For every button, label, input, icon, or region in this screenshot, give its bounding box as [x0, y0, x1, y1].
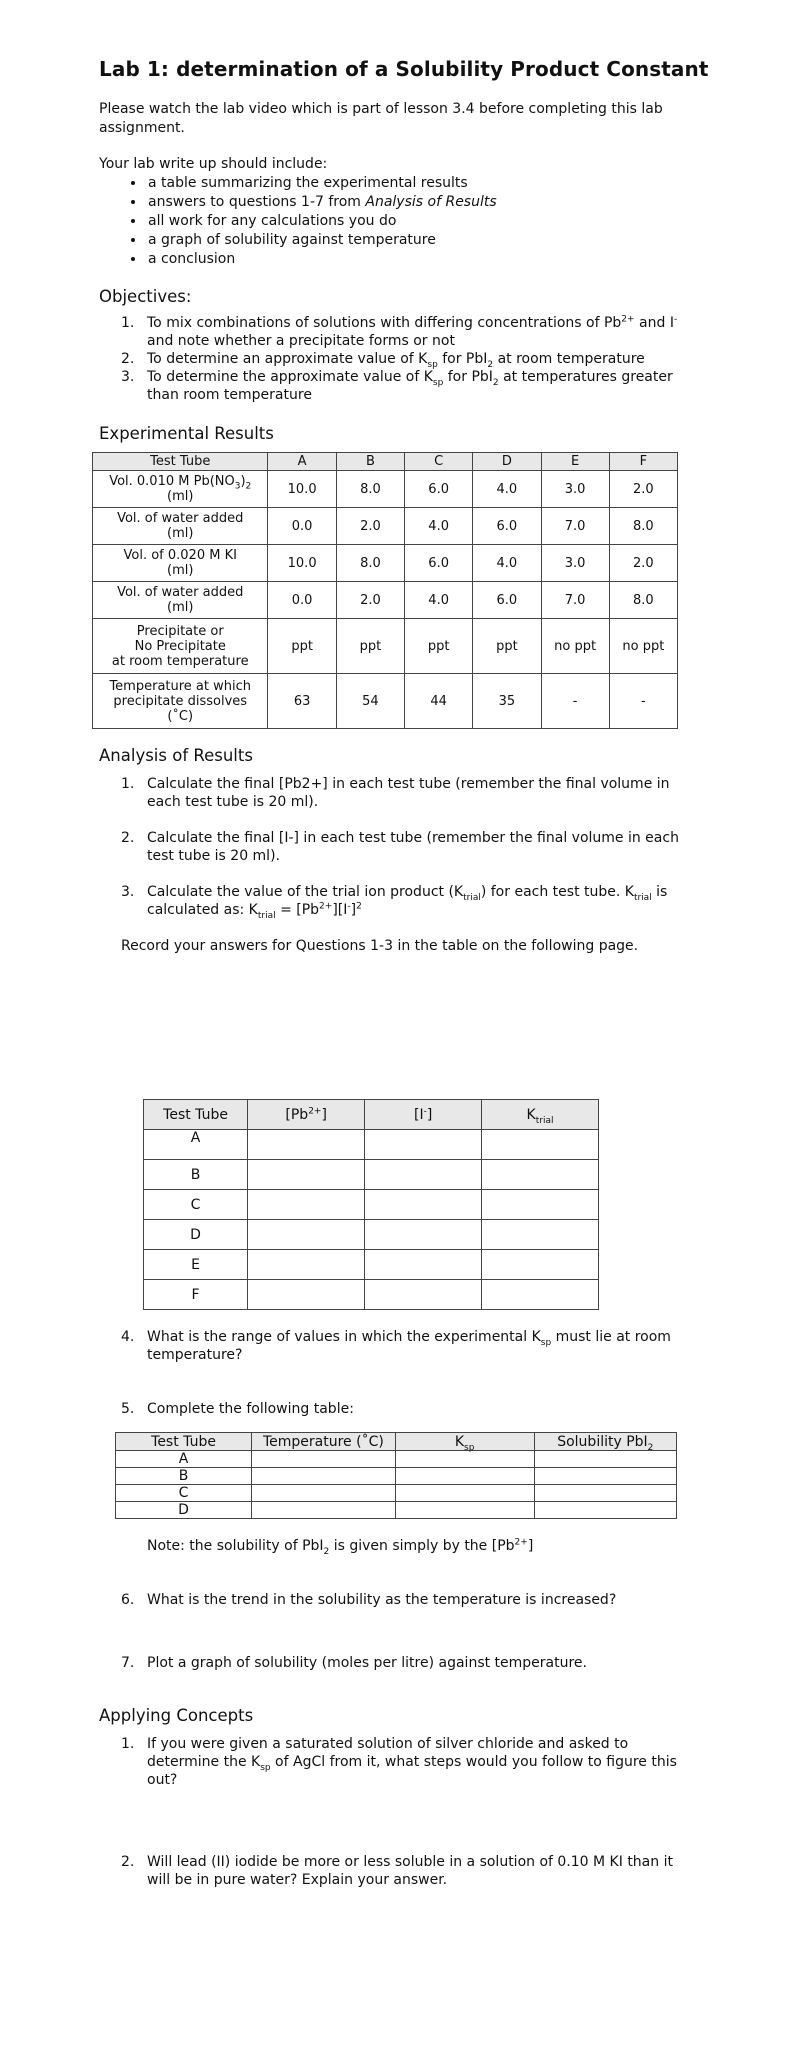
row-label: Vol. of 0.020 M KI (ml)	[93, 545, 268, 582]
list-item: 3. To determine the approximate value of $K_{sp}$ for PbI$_2$ at temperatures greater than room temperature	[121, 369, 673, 403]
table-cell: 2.0	[609, 471, 677, 508]
list-item: 4. What is the range of values in which the experimental $K_{sp}$ must lie at room temperature?	[121, 1329, 671, 1363]
table-row	[93, 508, 678, 545]
intro-paragraph: Please watch the lab video which is part of lesson 3.4 before completing this lab assignment.	[99, 101, 663, 136]
list-item: 3. Calculate the value of the trial ion product $(K_{trial})$ for each test tube. $K_{trial}$ is calculated as: $K_{trial} = [Pb^{2+}][I^-]^2$	[121, 884, 668, 921]
table-cell: 8.0	[336, 545, 404, 582]
table-cell[interactable]	[252, 1485, 396, 1502]
list-item: 1. To mix combinations of solutions with differing concentrations of $Pb^{2+}$ and I- and note whether a precipitate forms or not	[121, 314, 678, 349]
table-cell[interactable]	[248, 1280, 365, 1310]
table-cell: ppt	[473, 619, 541, 674]
table-cell: ppt	[405, 619, 473, 674]
question-6-list	[121, 1591, 691, 1609]
solubility-table	[115, 1432, 677, 1519]
question-7-list	[121, 1654, 691, 1672]
column-header: Solubility PbI$_2$	[534, 1433, 676, 1451]
table-cell: F	[144, 1280, 248, 1310]
table-cell[interactable]	[252, 1468, 396, 1485]
analysis-list-2	[121, 829, 691, 865]
table-cell[interactable]	[482, 1130, 599, 1160]
list-item: 1. Calculate the final [Pb2+] in each test tube (remember the final volume in each test tube is 20 ml).	[121, 776, 670, 810]
table-cell[interactable]	[248, 1160, 365, 1190]
table-row	[116, 1451, 677, 1468]
table-cell[interactable]	[365, 1220, 482, 1250]
list-item: • answers to questions 1-7 from Analysis of Results	[146, 193, 497, 212]
table-cell: 0.0	[268, 508, 336, 545]
analysis-list-3	[121, 883, 691, 919]
table-cell: 2.0	[336, 508, 404, 545]
experimental-results-table	[92, 452, 678, 729]
table-row	[144, 1160, 599, 1190]
column-header: Test Tube	[144, 1100, 248, 1130]
table-cell: 4.0	[405, 582, 473, 619]
table-cell: C	[116, 1485, 252, 1502]
row-label: Vol. of water added (ml)	[93, 582, 268, 619]
analysis-list-1	[121, 775, 691, 811]
list-item: • a table summarizing the experimental results	[146, 174, 497, 193]
table-cell: 4.0	[405, 508, 473, 545]
table-cell[interactable]	[252, 1451, 396, 1468]
writeup-lead: Your lab write up should include:	[99, 156, 328, 172]
table-cell: 8.0	[609, 508, 677, 545]
table-cell: 7.0	[541, 582, 609, 619]
table-cell[interactable]	[534, 1468, 676, 1485]
table-cell: 6.0	[405, 471, 473, 508]
table-cell: 8.0	[609, 582, 677, 619]
writeup-list	[99, 174, 497, 269]
column-header: C	[405, 453, 473, 471]
column-header: Test Tube	[93, 453, 268, 471]
table-row	[116, 1502, 677, 1519]
table-cell[interactable]	[482, 1160, 599, 1190]
row-label: Temperature at which precipitate dissolves (˚C)	[93, 674, 268, 729]
table-cell[interactable]	[365, 1160, 482, 1190]
table-cell: 35	[473, 674, 541, 729]
table-row	[144, 1190, 599, 1220]
list-item: • a graph of solubility against temperature	[146, 231, 497, 250]
row-label: Vol. 0.010 M $Pb(NO_3)_2$ (ml)	[93, 471, 268, 508]
question-5-list	[121, 1400, 691, 1418]
table-cell: C	[144, 1190, 248, 1220]
table-cell[interactable]	[248, 1130, 365, 1160]
table-cell[interactable]	[365, 1250, 482, 1280]
table-cell[interactable]	[365, 1280, 482, 1310]
row-label: Vol. of water added (ml)	[93, 508, 268, 545]
column-header: F	[609, 453, 677, 471]
column-header: $K_{trial}$	[482, 1100, 599, 1130]
table-cell: E	[144, 1250, 248, 1280]
record-note: Record your answers for Questions 1-3 in the table on the following page.	[121, 938, 639, 954]
table-cell: A	[144, 1130, 248, 1160]
table-cell: A	[116, 1451, 252, 1468]
column-header: B	[336, 453, 404, 471]
table-cell: -	[609, 674, 677, 729]
column-header: Temperature (˚C)	[252, 1433, 396, 1451]
experimental-heading: Experimental Results	[99, 424, 274, 443]
list-item: 2. Calculate the final [I-] in each test tube (remember the final volume in each test tube is 20 ml).	[121, 830, 679, 864]
table-cell[interactable]	[395, 1502, 534, 1519]
table-cell[interactable]	[482, 1280, 599, 1310]
table-cell: ppt	[336, 619, 404, 674]
analysis-heading: Analysis of Results	[99, 746, 253, 765]
applying-list-1	[121, 1735, 691, 1789]
table-cell: no ppt	[541, 619, 609, 674]
table-cell: 8.0	[336, 471, 404, 508]
page-title: Lab 1: determination of a Solubility Product Constant	[99, 57, 709, 81]
table-row	[116, 1485, 677, 1502]
table-cell: 54	[336, 674, 404, 729]
table-cell[interactable]	[365, 1130, 482, 1160]
table-cell[interactable]	[482, 1220, 599, 1250]
table-cell: 10.0	[268, 545, 336, 582]
solubility-note: Note: the solubility of PbI$_2$ is given simply by the $[Pb^{2+}]$	[147, 1537, 534, 1557]
table-cell[interactable]	[365, 1190, 482, 1220]
column-header: A	[268, 453, 336, 471]
table-cell[interactable]	[395, 1451, 534, 1468]
table-cell: 4.0	[473, 545, 541, 582]
table-cell[interactable]	[395, 1468, 534, 1485]
table-row	[93, 545, 678, 582]
table-cell: 4.0	[473, 471, 541, 508]
column-header: D	[473, 453, 541, 471]
list-item: 5. Complete the following table:	[121, 1401, 354, 1417]
table-cell: -	[541, 674, 609, 729]
table-cell: 3.0	[541, 471, 609, 508]
table-row	[144, 1280, 599, 1310]
table-cell[interactable]	[248, 1190, 365, 1220]
list-item: 6. What is the trend in the solubility as the temperature is increased?	[121, 1592, 617, 1608]
column-header: E	[541, 453, 609, 471]
table-cell: 0.0	[268, 582, 336, 619]
table-cell: 3.0	[541, 545, 609, 582]
list-item: 2. To determine an approximate value of $K_{sp}$ for PbI$_2$ at room temperature	[121, 351, 645, 370]
table-cell: no ppt	[609, 619, 677, 674]
table-row	[93, 471, 678, 508]
table-cell: 7.0	[541, 508, 609, 545]
table-cell: 6.0	[473, 582, 541, 619]
column-header: $K_{sp}$	[395, 1433, 534, 1451]
table-cell: 2.0	[609, 545, 677, 582]
objectives-list	[121, 314, 691, 404]
ion-product-table	[143, 1099, 599, 1310]
table-row	[93, 582, 678, 619]
applying-heading: Applying Concepts	[99, 1706, 254, 1725]
column-header: [I-]	[365, 1100, 482, 1130]
table-cell: 10.0	[268, 471, 336, 508]
column-header: Test Tube	[116, 1433, 252, 1451]
table-cell[interactable]	[482, 1190, 599, 1220]
list-item: 7. Plot a graph of solubility (moles per litre) against temperature.	[121, 1655, 587, 1671]
table-cell: 44	[405, 674, 473, 729]
table-cell[interactable]	[534, 1485, 676, 1502]
table-cell: D	[116, 1502, 252, 1519]
list-item: • a conclusion	[146, 250, 497, 269]
table-cell: 2.0	[336, 582, 404, 619]
objectives-heading: Objectives:	[99, 287, 192, 306]
table-row	[93, 674, 678, 729]
applying-list-2	[121, 1853, 691, 1889]
table-cell[interactable]	[482, 1250, 599, 1280]
table-cell[interactable]	[534, 1451, 676, 1468]
table-row	[144, 1130, 599, 1160]
table-cell: ppt	[268, 619, 336, 674]
table-cell: D	[144, 1220, 248, 1250]
list-item: 1. If you were given a saturated solution of silver chloride and asked to determine the $K_{sp}$ of AgCl from it, what steps would you follow to figure this out?	[121, 1736, 677, 1788]
table-cell[interactable]	[248, 1250, 365, 1280]
table-row	[116, 1468, 677, 1485]
column-header: $[Pb^{2+}]$	[248, 1100, 365, 1130]
question-4-list	[121, 1328, 691, 1364]
table-cell[interactable]	[248, 1220, 365, 1250]
table-cell: B	[144, 1160, 248, 1190]
table-row	[93, 619, 678, 674]
table-cell[interactable]	[252, 1502, 396, 1519]
table-cell: 63	[268, 674, 336, 729]
table-cell: 6.0	[405, 545, 473, 582]
table-row	[144, 1220, 599, 1250]
table-cell: 6.0	[473, 508, 541, 545]
list-item: • all work for any calculations you do	[146, 212, 497, 231]
list-item: 2. Will lead (II) iodide be more or less soluble in a solution of 0.10 M KI than it will be in pure water? Explain your answer.	[121, 1854, 673, 1888]
row-label: Precipitate or No Precipitate at room temperature	[93, 619, 268, 674]
table-row	[144, 1250, 599, 1280]
table-cell[interactable]	[395, 1485, 534, 1502]
table-cell: B	[116, 1468, 252, 1485]
table-cell[interactable]	[534, 1502, 676, 1519]
